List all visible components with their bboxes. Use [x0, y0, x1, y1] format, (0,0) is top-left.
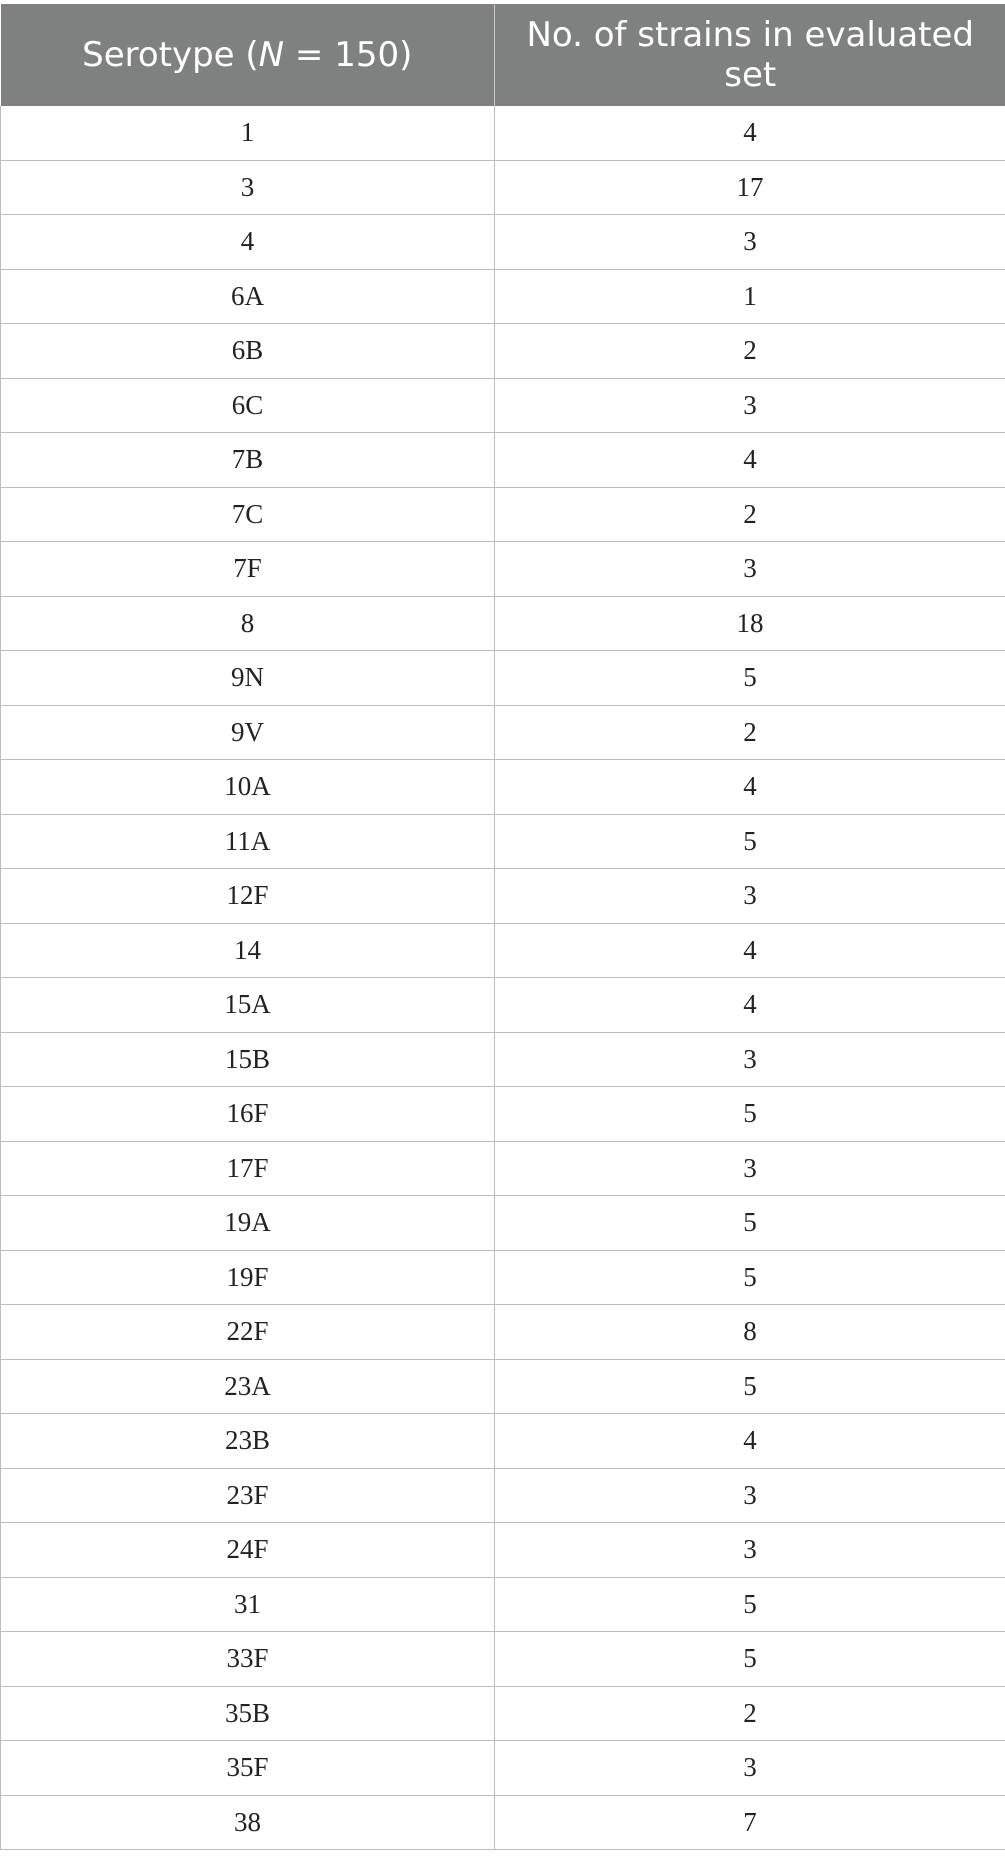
table-row [1, 215, 1005, 270]
header-serotype-prefix: Serotype ( [82, 35, 259, 75]
table-row [1, 1250, 1005, 1305]
strain-count-cell: 4 [495, 760, 1005, 815]
table-row [1, 1795, 1005, 1850]
strain-count-cell: 3 [495, 542, 1005, 597]
serotype-table-container [0, 4, 1005, 1850]
serotype-cell: 35B [1, 1686, 495, 1741]
serotype-cell: 16F [1, 1087, 495, 1142]
strain-count-cell: 5 [495, 1250, 1005, 1305]
table-row [1, 1196, 1005, 1251]
serotype-cell: 3 [1, 160, 495, 215]
table-row [1, 705, 1005, 760]
serotype-table [0, 4, 1005, 1850]
serotype-cell: 10A [1, 760, 495, 815]
strain-count-cell: 7 [495, 1795, 1005, 1850]
table-row [1, 106, 1005, 160]
header-serotype [1, 4, 495, 106]
strain-count-cell: 3 [495, 1741, 1005, 1796]
strain-count-cell: 3 [495, 378, 1005, 433]
strain-count-cell: 5 [495, 1196, 1005, 1251]
serotype-cell: 6C [1, 378, 495, 433]
table-row [1, 1468, 1005, 1523]
table-row [1, 1686, 1005, 1741]
strain-count-cell: 5 [495, 814, 1005, 869]
strain-count-cell: 1 [495, 269, 1005, 324]
serotype-cell: 31 [1, 1577, 495, 1632]
serotype-cell: 8 [1, 596, 495, 651]
strain-count-cell: 5 [495, 1577, 1005, 1632]
serotype-cell: 17F [1, 1141, 495, 1196]
serotype-cell: 23B [1, 1414, 495, 1469]
table-row [1, 487, 1005, 542]
table-row [1, 1632, 1005, 1687]
serotype-cell: 35F [1, 1741, 495, 1796]
serotype-cell: 15A [1, 978, 495, 1033]
table-row [1, 1741, 1005, 1796]
serotype-cell: 14 [1, 923, 495, 978]
table-row [1, 160, 1005, 215]
strain-count-cell: 3 [495, 869, 1005, 924]
serotype-cell: 7C [1, 487, 495, 542]
table-row [1, 542, 1005, 597]
serotype-cell: 7B [1, 433, 495, 488]
strain-count-cell: 4 [495, 1414, 1005, 1469]
header-strain-count: No. of strains in evaluated set [495, 4, 1005, 106]
strain-count-cell: 5 [495, 1359, 1005, 1414]
table-row [1, 978, 1005, 1033]
serotype-cell: 11A [1, 814, 495, 869]
table-header [1, 4, 1005, 106]
strain-count-cell: 18 [495, 596, 1005, 651]
strain-count-cell: 8 [495, 1305, 1005, 1360]
strain-count-cell: 3 [495, 1523, 1005, 1578]
serotype-cell: 22F [1, 1305, 495, 1360]
serotype-cell: 6A [1, 269, 495, 324]
strain-count-cell: 4 [495, 923, 1005, 978]
serotype-cell: 19A [1, 1196, 495, 1251]
strain-count-cell: 5 [495, 651, 1005, 706]
serotype-cell: 33F [1, 1632, 495, 1687]
table-row [1, 1087, 1005, 1142]
serotype-cell: 19F [1, 1250, 495, 1305]
table-row [1, 1305, 1005, 1360]
serotype-cell: 12F [1, 869, 495, 924]
serotype-cell: 23A [1, 1359, 495, 1414]
table-row [1, 814, 1005, 869]
table-row [1, 651, 1005, 706]
serotype-cell: 6B [1, 324, 495, 379]
table-row [1, 1032, 1005, 1087]
serotype-cell: 23F [1, 1468, 495, 1523]
table-row [1, 760, 1005, 815]
header-serotype-suffix: = 150) [284, 35, 413, 75]
table-row [1, 1523, 1005, 1578]
strain-count-cell: 3 [495, 215, 1005, 270]
table-row [1, 1414, 1005, 1469]
serotype-cell: 9V [1, 705, 495, 760]
table-row [1, 433, 1005, 488]
strain-count-cell: 3 [495, 1032, 1005, 1087]
table-row [1, 1577, 1005, 1632]
strain-count-cell: 2 [495, 487, 1005, 542]
strain-count-cell: 2 [495, 324, 1005, 379]
table-row [1, 378, 1005, 433]
strain-count-cell: 3 [495, 1141, 1005, 1196]
strain-count-cell: 4 [495, 433, 1005, 488]
table-body [1, 106, 1005, 1850]
table-row [1, 596, 1005, 651]
serotype-cell: 7F [1, 542, 495, 597]
strain-count-cell: 2 [495, 705, 1005, 760]
table-row [1, 324, 1005, 379]
table-row [1, 1141, 1005, 1196]
table-row [1, 269, 1005, 324]
table-row [1, 923, 1005, 978]
table-row [1, 869, 1005, 924]
table-row [1, 1359, 1005, 1414]
serotype-cell: 1 [1, 106, 495, 160]
strain-count-cell: 3 [495, 1468, 1005, 1523]
serotype-cell: 38 [1, 1795, 495, 1850]
strain-count-cell: 2 [495, 1686, 1005, 1741]
strain-count-cell: 4 [495, 106, 1005, 160]
serotype-cell: 24F [1, 1523, 495, 1578]
strain-count-cell: 5 [495, 1087, 1005, 1142]
serotype-cell: 15B [1, 1032, 495, 1087]
header-row [1, 4, 1005, 106]
serotype-cell: 9N [1, 651, 495, 706]
strain-count-cell: 5 [495, 1632, 1005, 1687]
strain-count-cell: 4 [495, 978, 1005, 1033]
header-serotype-n: N [258, 35, 285, 75]
serotype-cell: 4 [1, 215, 495, 270]
strain-count-cell: 17 [495, 160, 1005, 215]
